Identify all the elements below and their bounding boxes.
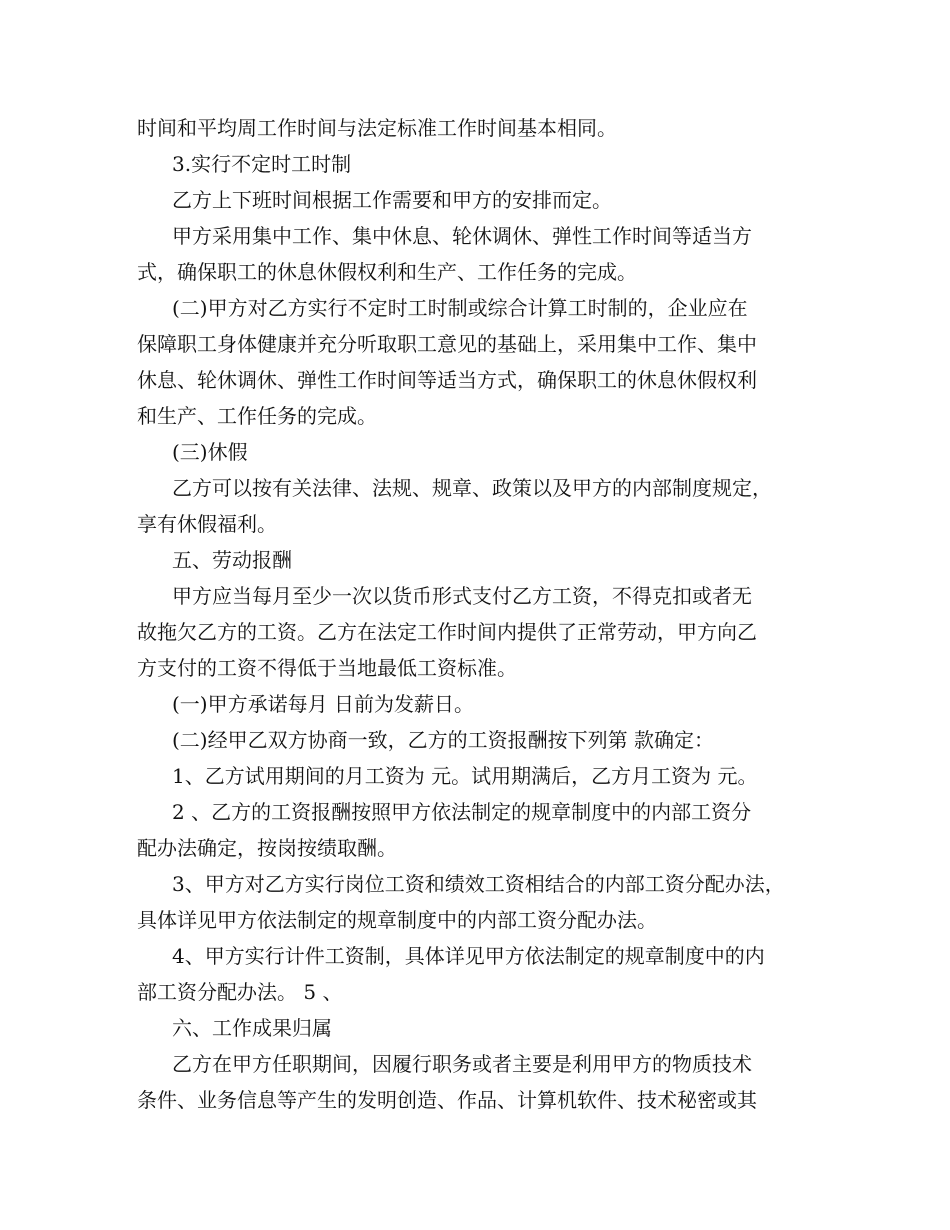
text-line: 配办法确定，按岗按绩取酬。 xyxy=(137,836,397,860)
text-line: 故拖欠乙方的工资。乙方在法定工作时间内提供了正常劳动，甲方向乙 xyxy=(137,620,757,644)
text-line: 3.实行不定时工时制 xyxy=(172,152,352,176)
text-line: 具体详见甲方依法制定的规章制度中的内部工资分配办法。 xyxy=(137,908,657,932)
text-line: (一)甲方承诺每月 日前为发薪日。 xyxy=(172,692,474,716)
text-line: 1、乙方试用期间的月工资为 元。试用期满后，乙方月工资为 元。 xyxy=(172,764,758,788)
text-line: (二)甲方对乙方实行不定时工时制或综合计算工时制的，企业应在 xyxy=(172,296,748,320)
text-line: (三)休假 xyxy=(172,440,248,464)
text-line: 休息、轮休调休、弹性工作时间等适当方式，确保职工的休息休假权利 xyxy=(137,368,757,392)
text-line: 乙方可以按有关法律、法规、规章、政策以及甲方的内部制度规定， xyxy=(172,476,772,500)
text-line: (二)经甲乙双方协商一致，乙方的工资报酬按下列第 款确定： xyxy=(172,728,714,752)
text-line: 六、工作成果归属 xyxy=(172,1016,332,1040)
text-line: 享有休假福利。 xyxy=(137,512,277,536)
text-line: 2 、乙方的工资报酬按照甲方依法制定的规章制度中的内部工资分 xyxy=(172,800,752,824)
text-line: 条件、业务信息等产生的发明创造、作品、计算机软件、技术秘密或其 xyxy=(137,1088,757,1112)
text-line: 时间和平均周工作时间与法定标准工作时间基本相同。 xyxy=(137,116,617,140)
document-body xyxy=(137,110,828,1118)
text-line: 3、甲方对乙方实行岗位工资和绩效工资相结合的内部工资分配办法， xyxy=(172,872,785,896)
text-line: 和生产、工作任务的完成。 xyxy=(137,404,377,428)
text-line: 乙方在甲方任职期间，因履行职务或者主要是利用甲方的物质技术 xyxy=(172,1052,752,1076)
text-line: 甲方应当每月至少一次以货币形式支付乙方工资，不得克扣或者无 xyxy=(172,584,752,608)
text-line: 部工资分配办法。 5 、 xyxy=(137,980,343,1004)
text-line: 式，确保职工的休息休假权利和生产、工作任务的完成。 xyxy=(137,260,637,284)
text-line: 五、劳动报酬 xyxy=(172,548,292,572)
text-line: 4、甲方实行计件工资制，具体详见甲方依法制定的规章制度中的内 xyxy=(172,944,765,968)
text-line: 保障职工身体健康并充分听取职工意见的基础上，采用集中工作、集中 xyxy=(137,332,757,356)
text-line: 乙方上下班时间根据工作需要和甲方的安排而定。 xyxy=(172,188,612,212)
text-line: 甲方采用集中工作、集中休息、轮休调休、弹性工作时间等适当方 xyxy=(172,224,752,248)
text-line: 方支付的工资不得低于当地最低工资标准。 xyxy=(137,656,517,680)
